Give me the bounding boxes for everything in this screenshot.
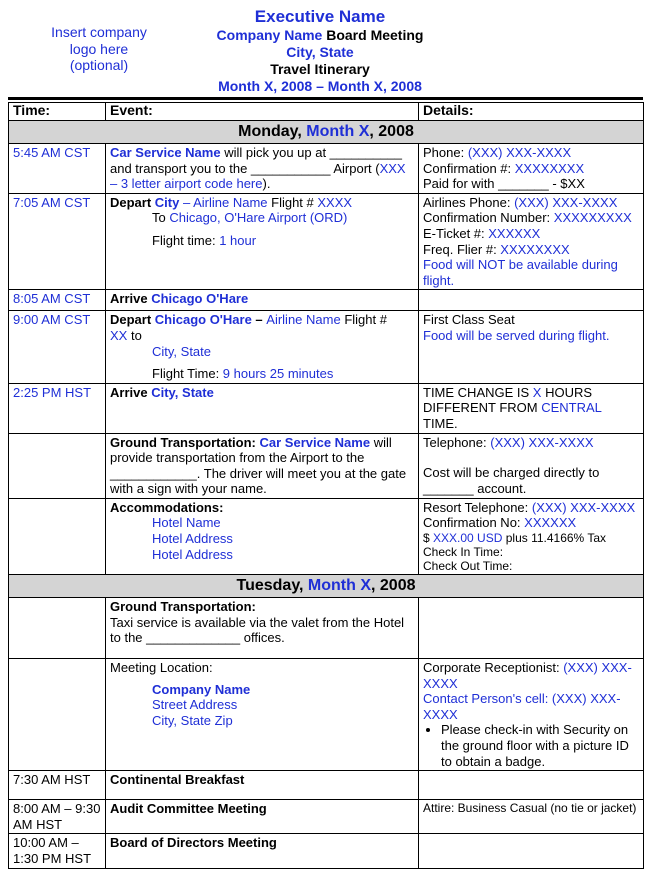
row-details (419, 771, 644, 800)
event-label: Arrive (110, 384, 152, 400)
event-text: Flight time: (152, 232, 220, 248)
airline-name: Airline Name (266, 312, 341, 328)
hotel-address: Hotel Address (152, 531, 233, 547)
month: Month X (306, 123, 370, 140)
detail-label: Airlines Phone: (423, 194, 515, 210)
flight-time: 9 hours 25 minutes (222, 366, 334, 382)
row-details (419, 193, 644, 290)
event-text: Flight # (340, 312, 387, 328)
city-state-zip: City, State Zip (152, 712, 233, 728)
detail-text: Paid for with _______ - $XX (423, 176, 585, 192)
row-time (9, 659, 106, 771)
event-place: Chicago O'Hare (154, 312, 252, 328)
car-service-name: Car Service Name (110, 145, 221, 160)
detail-value: (XXX) XXX-XXXX (531, 499, 636, 515)
row-time: 7:30 AM HST (9, 771, 106, 800)
event-text: – (251, 312, 267, 328)
detail-text: plus 11.4166% Tax (502, 531, 607, 546)
row-event (106, 659, 419, 771)
row-details (419, 383, 644, 433)
year: , 2008 (369, 123, 414, 140)
header-rule (8, 97, 643, 100)
row-details (419, 290, 644, 311)
detail-label: Corporate Receptionist: (423, 660, 564, 676)
detail-value: XXXXXXXX (514, 160, 585, 176)
logo-line: (optional) (69, 57, 129, 73)
event-text: Flight # (267, 194, 318, 210)
row-time: 8:05 AM CST (9, 290, 106, 311)
table-row (9, 290, 644, 311)
table-row (9, 144, 644, 194)
instructions-list (423, 722, 639, 769)
row-event: Board of Directors Meeting (106, 834, 419, 868)
header-city: City, State (286, 44, 354, 60)
row-details: Attire: Business Casual (no tie or jacket) (419, 800, 644, 834)
car-service-name: Car Service Name (259, 434, 371, 450)
table-row (9, 659, 644, 771)
detail-value: XXXXXXXX (500, 241, 570, 257)
year: , 2008 (371, 577, 416, 595)
event-text: To (152, 210, 170, 226)
col-event: Event: (106, 103, 419, 121)
flight-number: XXXX (317, 194, 353, 210)
table-row (9, 498, 644, 574)
logo-line: logo here (69, 40, 129, 57)
destination: City, State (152, 343, 212, 359)
row-time: 10:00 AM – 1:30 PM HST (9, 834, 106, 868)
detail-text: Check Out Time: (423, 559, 513, 574)
detail-label: Confirmation No: (423, 515, 525, 531)
detail-label: Phone: (423, 145, 468, 160)
event-text: Flight Time: (152, 366, 223, 382)
detail-value: (XXX) XXX-XXXX (423, 660, 632, 691)
row-details (419, 433, 644, 498)
event-text: Taxi service is available via the valet from the Hotel to the _____________ offices. (110, 614, 405, 646)
event-label: Depart (110, 312, 155, 328)
row-event (106, 144, 419, 194)
row-event (106, 383, 419, 433)
row-time: 5:45 AM CST (9, 144, 106, 194)
document-header (160, 6, 480, 95)
detail-text: HOURS (541, 384, 593, 400)
table-row (9, 598, 644, 659)
table-row (9, 800, 644, 834)
airline-name: – Airline Name (179, 194, 268, 210)
row-time (9, 433, 106, 498)
event-place: Chicago O'Hare (151, 291, 249, 307)
row-time (9, 598, 106, 659)
row-event (106, 498, 419, 574)
detail-label: Telephone: (423, 434, 491, 450)
table-row (9, 193, 644, 290)
detail-value: XXXXXX (524, 515, 577, 531)
detail-label: Confirmation #: (423, 160, 515, 176)
event-label: Ground Transportation: (110, 434, 260, 450)
row-event: Continental Breakfast (106, 771, 419, 800)
flight-time: 1 hour (219, 232, 257, 248)
event-label: Arrive (110, 291, 152, 307)
detail-label: Confirmation Number: (423, 210, 554, 226)
detail-text: TIME CHANGE IS (423, 384, 533, 400)
hotel-address: Hotel Address (152, 546, 233, 562)
row-time: 9:00 AM CST (9, 311, 106, 383)
row-event (106, 193, 419, 290)
detail-text: Check In Time: (423, 545, 504, 560)
event-text: to (127, 327, 142, 343)
column-headers (9, 103, 644, 121)
event-label: Ground Transportation: (110, 599, 256, 615)
detail-value: (XXX) XXX-XXXX (490, 434, 594, 450)
itinerary-table (8, 102, 644, 869)
detail-note: Food will be served during flight. (423, 327, 610, 343)
row-details (419, 498, 644, 574)
event-label: Depart (110, 194, 155, 210)
detail-value: XXXXXX (488, 225, 541, 241)
row-details (419, 598, 644, 659)
doc-title: Travel Itinerary (270, 61, 370, 77)
row-details (419, 311, 644, 383)
destination: Chicago, O'Hare Airport (ORD) (169, 210, 348, 226)
airport-code-note: – 3 letter airport code here (110, 176, 263, 192)
list-item: • Please check-in with Security on the ground floor with a picture ID to obtain a badge. (441, 722, 639, 769)
contact-cell: Contact Person's cell: (XXX) XXX-XXXX (423, 691, 621, 722)
detail-text: TIME. (423, 415, 458, 431)
month: Month X (307, 577, 372, 595)
detail-text: $ (423, 531, 434, 546)
table-row (9, 383, 644, 433)
hour-count: X (532, 384, 542, 400)
hotel-name: Hotel Name (152, 515, 221, 531)
day-heading (9, 121, 644, 144)
detail-text: DIFFERENT FROM (423, 400, 542, 416)
detail-label: Resort Telephone: (423, 499, 532, 515)
table-row (9, 433, 644, 498)
event-place: City, State (151, 384, 214, 400)
day-heading (9, 575, 644, 598)
row-details (419, 659, 644, 771)
event-text: will pick you up at __________ (220, 145, 402, 160)
event-label: Accommodations: (110, 499, 224, 515)
row-event: Audit Committee Meeting (106, 800, 419, 834)
street-address: Street Address (152, 697, 238, 713)
detail-text: Cost will be charged directly to _______ account. (423, 465, 600, 496)
detail-note: Food will NOT be available during flight. (423, 257, 618, 288)
weekday: Monday, (238, 123, 307, 140)
airport-code: XXX (379, 160, 406, 176)
meeting-label: Board Meeting (322, 27, 424, 43)
detail-value: (XXX) XXX-XXXX (467, 145, 572, 160)
event-text: ). (262, 176, 271, 192)
row-time: 8:00 AM – 9:30 AM HST (9, 800, 106, 834)
day-header-tuesday (9, 575, 644, 598)
detail-value: (XXX) XXX-XXXX (514, 194, 618, 210)
col-time: Time: (9, 103, 106, 121)
row-event (106, 311, 419, 383)
detail-label: Freq. Flier #: (423, 241, 501, 257)
executive-name: Executive Name (254, 7, 386, 26)
row-details (419, 144, 644, 194)
table-row (9, 834, 644, 868)
event-text: will provide transportation from the Airport to the ____________. The driver will meet you at the gate with a sign with your name. (110, 434, 407, 497)
weekday: Tuesday, (236, 577, 308, 595)
company-name: Company Name (216, 27, 323, 43)
event-city: City (154, 194, 180, 210)
row-time: 2:25 PM HST (9, 383, 106, 433)
table-row (9, 311, 644, 383)
row-event (106, 598, 419, 659)
row-event (106, 433, 419, 498)
detail-text: First Class Seat (423, 312, 515, 328)
event-text: and transport you to the ___________ Airport ( (110, 160, 380, 176)
logo-placeholder (44, 24, 154, 74)
detail-label: E-Ticket #: (423, 225, 489, 241)
table-row (9, 771, 644, 800)
event-label: Meeting Location: (110, 660, 213, 676)
detail-value: XXXXXXXXX (553, 210, 632, 226)
row-time (9, 498, 106, 574)
date-range: Month X, 2008 – Month X, 2008 (218, 78, 422, 94)
meeting-title (160, 27, 480, 44)
day-header-monday (9, 121, 644, 144)
row-details (419, 834, 644, 868)
col-details: Details: (419, 103, 644, 121)
logo-line: Insert company (51, 24, 147, 40)
row-time: 7:05 AM CST (9, 193, 106, 290)
room-rate: XXX.00 USD (433, 531, 503, 546)
row-event (106, 290, 419, 311)
time-zone: CENTRAL (541, 400, 602, 416)
flight-number: XX (110, 327, 128, 343)
company-name: Company Name (152, 681, 251, 697)
